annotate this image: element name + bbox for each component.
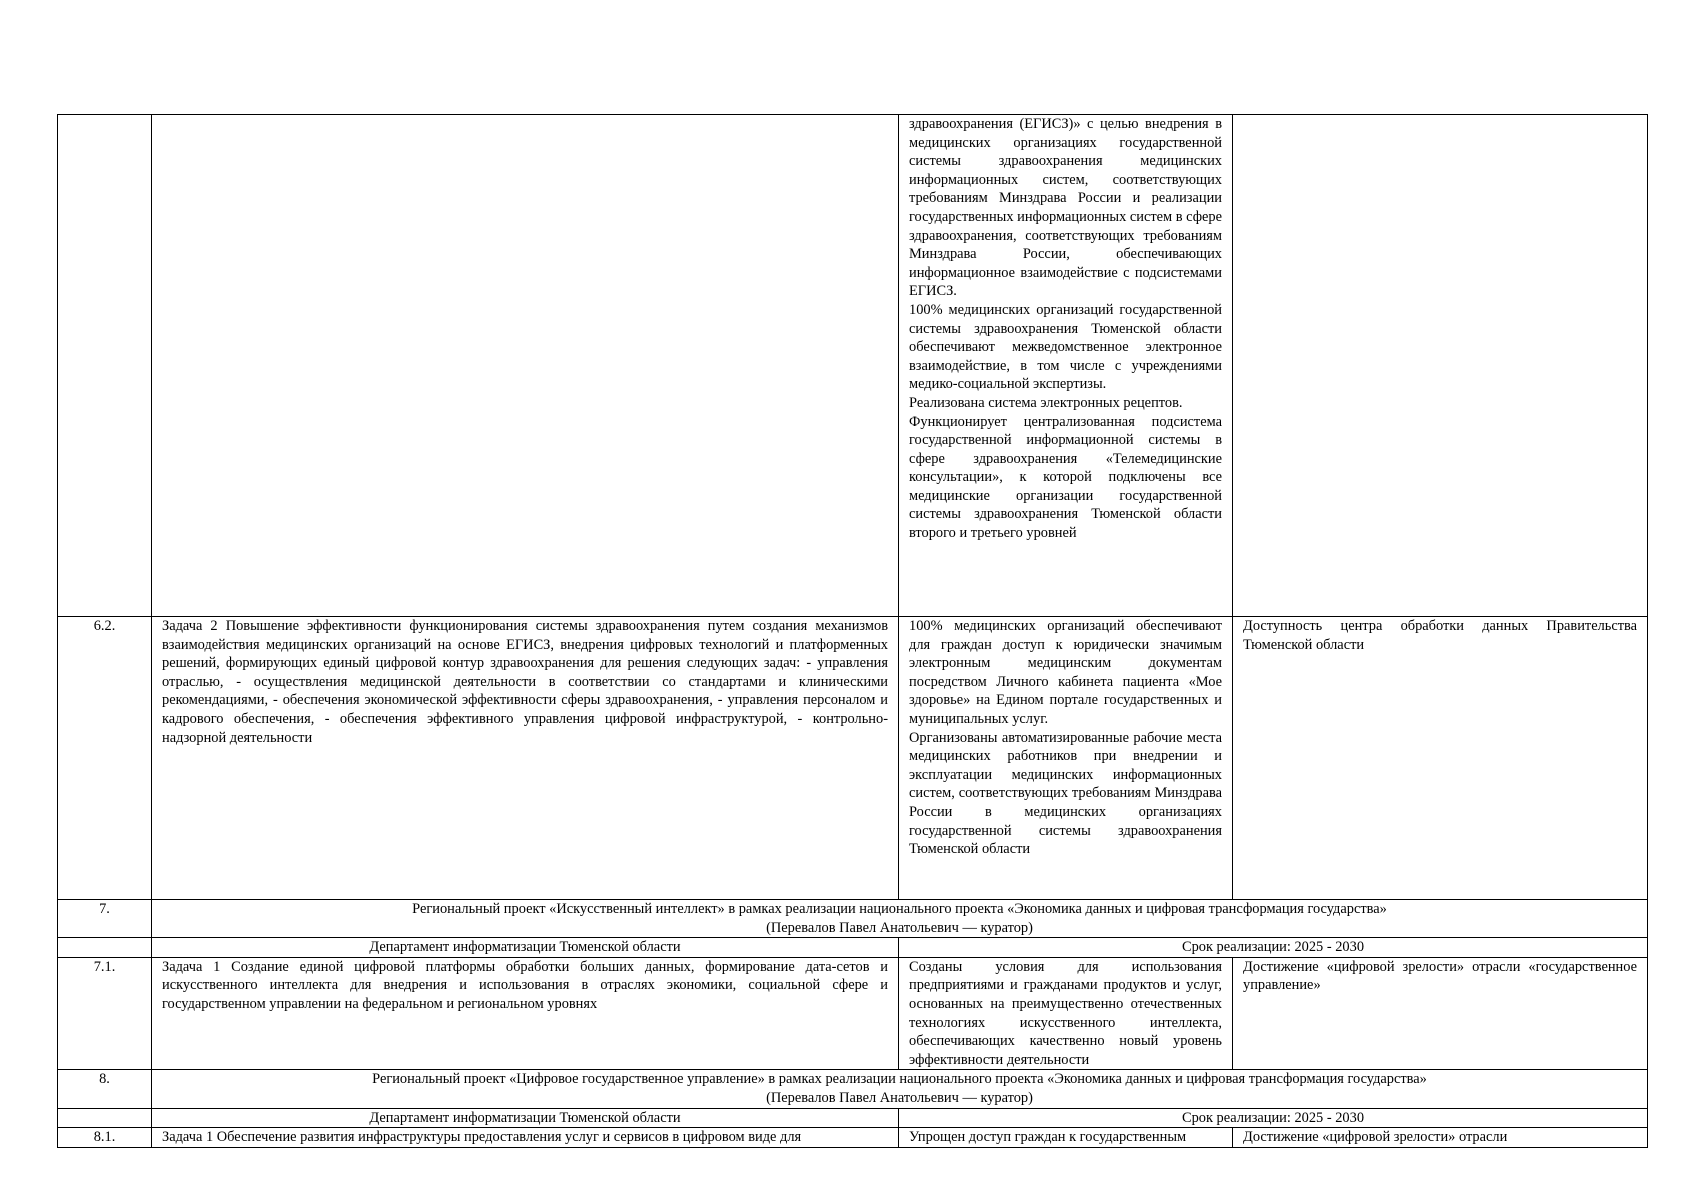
table-row-continuation <box>58 115 1648 617</box>
table-row-7-1 <box>58 957 1648 1070</box>
result-text: Упрощен доступ граждан к государственным <box>899 1128 1233 1148</box>
result-text: Созданы условия для использования предприятиями и гражданами продуктов и услуг, основанных на преимущественно отечественных технологиях искусственного интеллекта, обеспечивающих качественно новый уровень эффективности деятельности <box>899 957 1233 1070</box>
row-number: 6.2. <box>58 617 152 900</box>
row-number: 8.1. <box>58 1128 152 1148</box>
table-row-project-8-meta <box>58 1108 1648 1128</box>
result-paragraph: Организованы автоматизированные рабочие места медицинских работников при внедрении и эксплуатации медицинских информационных систем, соответствующих требованиям Минздрава России в медицинских организациях государственной системы здравоохранения Тюменской области <box>909 729 1222 858</box>
department-name: Департамент информатизации Тюменской области <box>152 938 899 958</box>
implementation-term: Срок реализации: 2025 - 2030 <box>899 1108 1648 1128</box>
implementation-term: Срок реализации: 2025 - 2030 <box>899 938 1648 958</box>
result-paragraph: здравоохранения (ЕГИСЗ)» с целью внедрения в медицинских организациях государственной системы здравоохранения медицинских информационных систем, соответствующих требованиям Минздрава России и реализации государственных информационных систем в сфере здравоохранения, соответствующих требованиям Минздрава России, обеспечивающих информационное взаимодействие с подсистемами ЕГИСЗ. <box>909 116 1222 300</box>
result-cell <box>899 115 1233 617</box>
row-number: 7. <box>58 900 152 938</box>
indicator-text: Достижение «цифровой зрелости» отрасли «государственное управление» <box>1233 957 1648 1070</box>
project-curator: (Перевалов Павел Анатольевич — куратор) <box>766 1089 1033 1106</box>
indicator-text: Достижение «цифровой зрелости» отрасли <box>1233 1128 1648 1148</box>
row-number: 7.1. <box>58 957 152 1070</box>
table-row-8-1 <box>58 1128 1648 1148</box>
project-title-line: Региональный проект «Искусственный интеллект» в рамках реализации национального проекта «Экономика данных и цифровая трансформация государства» <box>412 901 1387 917</box>
task-text: Задача 2 Повышение эффективности функционирования системы здравоохранения путем создания механизмов взаимодействия медицинских организаций на основе ЕГИСЗ, внедрения цифровых технологий и платформенных решений, формирующих единый цифровой контур здравоохранения для решения следующих задач: - управления отраслью, - осуществления медицинской деятельности в соответствии со стандартами и клиническими рекомендациями, - обеспечения экономической эффективности сферы здравоохранения, - управления персоналом и кадрового обеспечения, - обеспечения эффективного управления цифровой инфраструктурой, - контрольно-надзорной деятельности <box>152 617 899 900</box>
result-paragraph: 100% медицинских организаций государственной системы здравоохранения Тюменской области обеспечивают межведомственное электронное взаимодействие, в том числе с учреждениями медико-социальной экспертизы. <box>909 301 1222 393</box>
project-curator: (Перевалов Павел Анатольевич — куратор) <box>766 919 1033 936</box>
table-row-project-8 <box>58 1070 1648 1108</box>
result-cell <box>899 617 1233 900</box>
project-title <box>152 1070 1648 1108</box>
row-number: 8. <box>58 1070 152 1108</box>
program-table <box>57 114 1648 1148</box>
table-row-6-2 <box>58 617 1648 900</box>
indicator-text: Доступность центра обработки данных Правительства Тюменской области <box>1233 617 1648 900</box>
result-paragraph: 100% медицинских организаций обеспечивают для граждан доступ к юридически значимым электронным медицинским документам посредством Личного кабинета пациента «Мое здоровье» на Едином портале государственных и муниципальных услуг. <box>909 618 1222 727</box>
project-title-line: Региональный проект «Цифровое государственное управление» в рамках реализации национального проекта «Экономика данных и цифровая трансформация государства» <box>372 1071 1427 1088</box>
result-paragraph: Функционирует централизованная подсистема государственной информационной системы в сфере здравоохранения «Телемедицинские консультации», к которой подключены все медицинские организации государственной системы здравоохранения Тюменской области второго и третьего уровней <box>909 413 1222 542</box>
task-text: Задача 1 Обеспечение развития инфраструктуры предоставления услуг и сервисов в цифровом виде для <box>152 1128 899 1148</box>
department-name: Департамент информатизации Тюменской области <box>152 1108 899 1128</box>
number-cell <box>58 1108 152 1128</box>
table-row-project-7 <box>58 900 1648 938</box>
indicator-cell <box>1233 115 1648 617</box>
number-cell <box>58 115 152 617</box>
result-paragraph: Реализована система электронных рецептов. <box>909 394 1183 411</box>
project-title <box>152 900 1648 938</box>
task-text: Задача 1 Создание единой цифровой платформы обработки больших данных, формирование дата-сетов и искусственного интеллекта для внедрения и использования в отраслях экономики, социальной сфере и государственном управлении на федеральном и региональном уровнях <box>152 957 899 1070</box>
table-row-project-7-meta <box>58 938 1648 958</box>
task-cell <box>152 115 899 617</box>
number-cell <box>58 938 152 958</box>
